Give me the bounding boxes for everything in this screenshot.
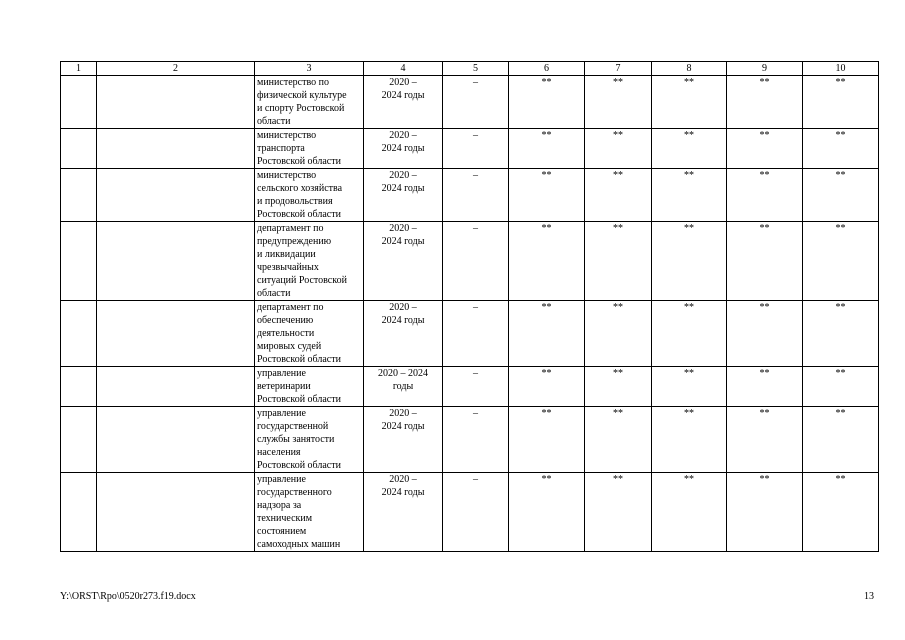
column-header-3: 3 bbox=[255, 62, 364, 76]
value-cell-8 bbox=[652, 169, 727, 222]
value-cell-9 bbox=[727, 367, 803, 407]
dash-cell bbox=[443, 301, 509, 367]
value-cell-9 bbox=[727, 169, 803, 222]
column-header-5: 5 bbox=[443, 62, 509, 76]
value-cell-9 bbox=[727, 76, 803, 129]
column-header-6: 6 bbox=[509, 62, 585, 76]
value-cell-8 bbox=[652, 367, 727, 407]
value-cell-7 bbox=[585, 407, 652, 473]
value-cell-7 bbox=[585, 367, 652, 407]
value-text: ** bbox=[835, 170, 846, 181]
dash-cell bbox=[443, 76, 509, 129]
value-cell-8 bbox=[652, 473, 727, 552]
executor-text: департамент по предупреждению и ликвидации чрезвычайных ситуаций Ростовской области bbox=[257, 223, 347, 299]
executor-cell bbox=[255, 301, 364, 367]
value-cell-10 bbox=[803, 222, 879, 301]
dash-text: – bbox=[473, 130, 478, 141]
value-text: ** bbox=[835, 130, 846, 141]
value-text: ** bbox=[613, 474, 623, 485]
executor-text: управление ветеринарии Ростовской области bbox=[257, 368, 341, 405]
period-cell bbox=[364, 76, 443, 129]
value-cell-10 bbox=[803, 76, 879, 129]
period-text: 2020 – 2024 годы bbox=[381, 77, 425, 101]
value-text: ** bbox=[759, 474, 770, 485]
value-cell-10 bbox=[803, 367, 879, 407]
value-cell-9 bbox=[727, 473, 803, 552]
value-text: ** bbox=[541, 170, 552, 181]
value-cell-10 bbox=[803, 129, 879, 169]
header-row bbox=[61, 62, 879, 76]
value-cell-10 bbox=[803, 473, 879, 552]
value-cell-10 bbox=[803, 301, 879, 367]
executor-cell bbox=[255, 169, 364, 222]
table-row bbox=[61, 169, 879, 222]
period-text: 2020 – 2024 годы bbox=[381, 170, 425, 194]
period-cell bbox=[364, 473, 443, 552]
row-number-cell bbox=[61, 367, 97, 407]
dash-cell bbox=[443, 129, 509, 169]
row-name-cell bbox=[97, 473, 255, 552]
period-text: 2020 – 2024 годы bbox=[381, 408, 425, 432]
dash-text: – bbox=[473, 170, 478, 181]
value-cell-9 bbox=[727, 129, 803, 169]
value-text: ** bbox=[759, 302, 770, 313]
row-name-cell bbox=[97, 169, 255, 222]
value-text: ** bbox=[541, 130, 552, 141]
row-name-cell bbox=[97, 301, 255, 367]
value-text: ** bbox=[684, 408, 694, 419]
executor-text: управление государственной службы занятости населения Ростовской области bbox=[257, 408, 341, 471]
dash-cell bbox=[443, 169, 509, 222]
value-text: ** bbox=[684, 170, 694, 181]
value-text: ** bbox=[835, 223, 846, 234]
value-text: ** bbox=[835, 368, 846, 379]
table-row bbox=[61, 407, 879, 473]
value-text: ** bbox=[759, 408, 770, 419]
column-header-8: 8 bbox=[652, 62, 727, 76]
table-body bbox=[61, 76, 879, 552]
value-text: ** bbox=[835, 474, 846, 485]
value-cell-6 bbox=[509, 301, 585, 367]
value-text: ** bbox=[541, 223, 552, 234]
period-cell bbox=[364, 367, 443, 407]
row-name-cell bbox=[97, 367, 255, 407]
value-cell-6 bbox=[509, 129, 585, 169]
dash-cell bbox=[443, 407, 509, 473]
table-row bbox=[61, 222, 879, 301]
executor-text: управление государственного надзора за техническим состоянием самоходных машин bbox=[257, 474, 341, 550]
table-row bbox=[61, 367, 879, 407]
value-cell-6 bbox=[509, 367, 585, 407]
value-text: ** bbox=[759, 223, 770, 234]
value-cell-9 bbox=[727, 407, 803, 473]
value-text: ** bbox=[541, 474, 552, 485]
value-text: ** bbox=[684, 130, 694, 141]
period-cell bbox=[364, 222, 443, 301]
executor-cell bbox=[255, 367, 364, 407]
value-cell-6 bbox=[509, 76, 585, 129]
column-header-1: 1 bbox=[61, 62, 97, 76]
table-row bbox=[61, 129, 879, 169]
executor-cell bbox=[255, 222, 364, 301]
value-cell-6 bbox=[509, 407, 585, 473]
value-cell-10 bbox=[803, 169, 879, 222]
value-cell-8 bbox=[652, 76, 727, 129]
value-text: ** bbox=[684, 368, 694, 379]
value-cell-6 bbox=[509, 222, 585, 301]
period-text: 2020 – 2024 годы bbox=[381, 130, 425, 154]
program-table bbox=[60, 61, 879, 552]
row-name-cell bbox=[97, 129, 255, 169]
executor-text: департамент по обеспечению деятельности мировых судей Ростовской области bbox=[257, 302, 341, 365]
row-name-cell bbox=[97, 76, 255, 129]
value-text: ** bbox=[759, 130, 770, 141]
value-cell-6 bbox=[509, 169, 585, 222]
value-cell-7 bbox=[585, 169, 652, 222]
dash-text: – bbox=[473, 77, 478, 88]
value-cell-10 bbox=[803, 407, 879, 473]
value-text: ** bbox=[759, 77, 770, 88]
period-cell bbox=[364, 301, 443, 367]
value-text: ** bbox=[541, 408, 552, 419]
period-text: 2020 – 2024 годы bbox=[378, 368, 428, 392]
table-row bbox=[61, 76, 879, 129]
table-header bbox=[61, 62, 879, 76]
value-cell-8 bbox=[652, 407, 727, 473]
value-cell-8 bbox=[652, 222, 727, 301]
value-cell-8 bbox=[652, 301, 727, 367]
dash-cell bbox=[443, 222, 509, 301]
value-text: ** bbox=[613, 77, 623, 88]
page-number: 13 bbox=[864, 591, 874, 602]
value-cell-9 bbox=[727, 301, 803, 367]
period-text: 2020 – 2024 годы bbox=[381, 223, 425, 247]
executor-cell bbox=[255, 473, 364, 552]
row-number-cell bbox=[61, 76, 97, 129]
row-number-cell bbox=[61, 473, 97, 552]
table-row bbox=[61, 301, 879, 367]
period-cell bbox=[364, 169, 443, 222]
value-text: ** bbox=[613, 302, 623, 313]
value-text: ** bbox=[613, 368, 623, 379]
dash-text: – bbox=[473, 368, 478, 379]
value-text: ** bbox=[684, 302, 694, 313]
period-text: 2020 – 2024 годы bbox=[381, 302, 425, 326]
row-number-cell bbox=[61, 169, 97, 222]
executor-text: министерство транспорта Ростовской области bbox=[257, 130, 341, 167]
value-text: ** bbox=[759, 170, 770, 181]
period-cell bbox=[364, 407, 443, 473]
period-text: 2020 – 2024 годы bbox=[381, 474, 425, 498]
dash-cell bbox=[443, 367, 509, 407]
value-cell-9 bbox=[727, 222, 803, 301]
value-text: ** bbox=[759, 368, 770, 379]
value-text: ** bbox=[613, 170, 623, 181]
value-text: ** bbox=[613, 408, 623, 419]
value-cell-6 bbox=[509, 473, 585, 552]
column-header-10: 10 bbox=[803, 62, 879, 76]
column-header-4: 4 bbox=[364, 62, 443, 76]
file-path: Y:\ORST\Rpo\0520r273.f19.docx bbox=[60, 591, 196, 602]
dash-text: – bbox=[473, 408, 478, 419]
row-name-cell bbox=[97, 407, 255, 473]
executor-text: министерство сельского хозяйства и продовольствия Ростовской области bbox=[257, 170, 343, 220]
row-number-cell bbox=[61, 407, 97, 473]
row-name-cell bbox=[97, 222, 255, 301]
row-number-cell bbox=[61, 129, 97, 169]
value-text: ** bbox=[684, 223, 694, 234]
value-text: ** bbox=[541, 77, 552, 88]
value-cell-7 bbox=[585, 301, 652, 367]
value-text: ** bbox=[541, 302, 552, 313]
table-row bbox=[61, 473, 879, 552]
dash-text: – bbox=[473, 474, 478, 485]
value-text: ** bbox=[613, 130, 623, 141]
dash-text: – bbox=[473, 302, 478, 313]
dash-cell bbox=[443, 473, 509, 552]
value-cell-8 bbox=[652, 129, 727, 169]
period-cell bbox=[364, 129, 443, 169]
value-cell-7 bbox=[585, 222, 652, 301]
value-text: ** bbox=[835, 77, 846, 88]
value-text: ** bbox=[613, 223, 623, 234]
column-header-9: 9 bbox=[727, 62, 803, 76]
executor-cell bbox=[255, 76, 364, 129]
value-cell-7 bbox=[585, 129, 652, 169]
executor-cell bbox=[255, 407, 364, 473]
value-cell-7 bbox=[585, 473, 652, 552]
executor-text: министерство по физической культуре и спорту Ростовской области bbox=[257, 77, 347, 127]
row-number-cell bbox=[61, 222, 97, 301]
value-text: ** bbox=[835, 408, 846, 419]
value-text: ** bbox=[541, 368, 552, 379]
column-header-7: 7 bbox=[585, 62, 652, 76]
value-text: ** bbox=[835, 302, 846, 313]
value-cell-7 bbox=[585, 76, 652, 129]
row-number-cell bbox=[61, 301, 97, 367]
executor-cell bbox=[255, 129, 364, 169]
value-text: ** bbox=[684, 474, 694, 485]
value-text: ** bbox=[684, 77, 694, 88]
dash-text: – bbox=[473, 223, 478, 234]
column-header-2: 2 bbox=[97, 62, 255, 76]
